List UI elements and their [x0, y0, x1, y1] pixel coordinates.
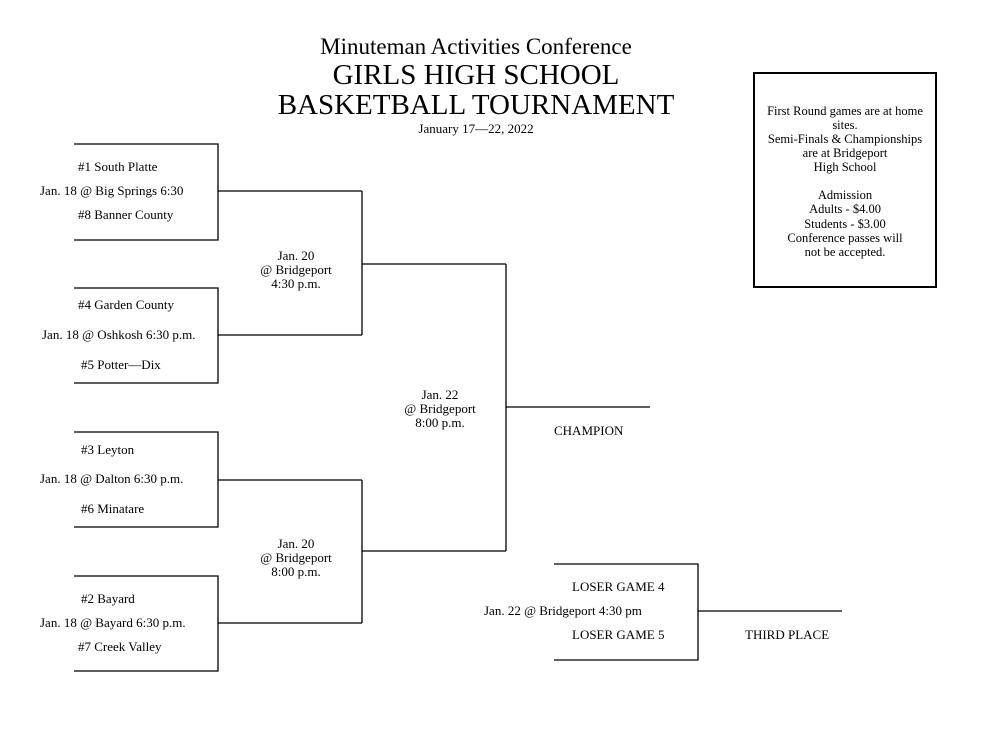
info-line: Admission	[817, 188, 873, 202]
third-place-game: Jan. 22 @ Bridgeport 4:30 pm	[484, 603, 642, 618]
game-1-info: Jan. 18 @ Big Springs 6:30	[40, 183, 184, 198]
semi-2-venue: @ Bridgeport	[260, 550, 332, 565]
info-line: are at Bridgeport	[802, 146, 888, 160]
info-line: Adults - $4.00	[809, 202, 881, 216]
team-creek-valley: #7 Creek Valley	[78, 639, 162, 654]
final-date: Jan. 22	[421, 387, 459, 402]
team-bayard: #2 Bayard	[81, 591, 135, 606]
info-line: Conference passes will	[787, 231, 903, 245]
final-venue: @ Bridgeport	[404, 401, 476, 416]
info-line: not be accepted.	[804, 245, 886, 259]
info-line: First Round games are at home	[767, 104, 923, 118]
semi-1-venue: @ Bridgeport	[260, 262, 332, 277]
info-line: High School	[813, 160, 877, 174]
semi-1-date: Jan. 20	[277, 248, 315, 263]
tournament-title-line2: BASKETBALL TOURNAMENT	[277, 89, 675, 121]
game-4-info: Jan. 18 @ Bayard 6:30 p.m.	[40, 615, 186, 630]
final-time: 8:00 p.m.	[415, 415, 465, 430]
semi-2-date: Jan. 20	[277, 536, 315, 551]
info-line: sites.	[832, 118, 858, 132]
third-place-top: LOSER GAME 4	[572, 579, 665, 594]
third-place-label: THIRD PLACE	[745, 627, 830, 642]
info-line: Students - $3.00	[804, 217, 886, 231]
team-potter-dix: #5 Potter—Dix	[81, 357, 161, 372]
team-banner-county: #8 Banner County	[78, 207, 174, 222]
tournament-title-line1: GIRLS HIGH SCHOOL	[332, 59, 620, 91]
team-leyton: #3 Leyton	[81, 442, 135, 457]
semi-1-time: 4:30 p.m.	[271, 276, 321, 291]
conference-name: Minuteman Activities Conference	[320, 34, 632, 59]
team-south-platte: #1 South Platte	[78, 159, 158, 174]
tournament-dates: January 17—22, 2022	[418, 121, 534, 136]
game-2-info: Jan. 18 @ Oshkosh 6:30 p.m.	[42, 327, 196, 342]
info-line: Semi-Finals & Championships	[767, 132, 923, 146]
third-place-bottom: LOSER GAME 5	[572, 627, 665, 642]
team-minatare: #6 Minatare	[81, 501, 145, 516]
semi-2-time: 8:00 p.m.	[271, 564, 321, 579]
champion-label: CHAMPION	[554, 423, 624, 438]
game-3-info: Jan. 18 @ Dalton 6:30 p.m.	[40, 471, 184, 486]
team-garden-county: #4 Garden County	[78, 297, 175, 312]
